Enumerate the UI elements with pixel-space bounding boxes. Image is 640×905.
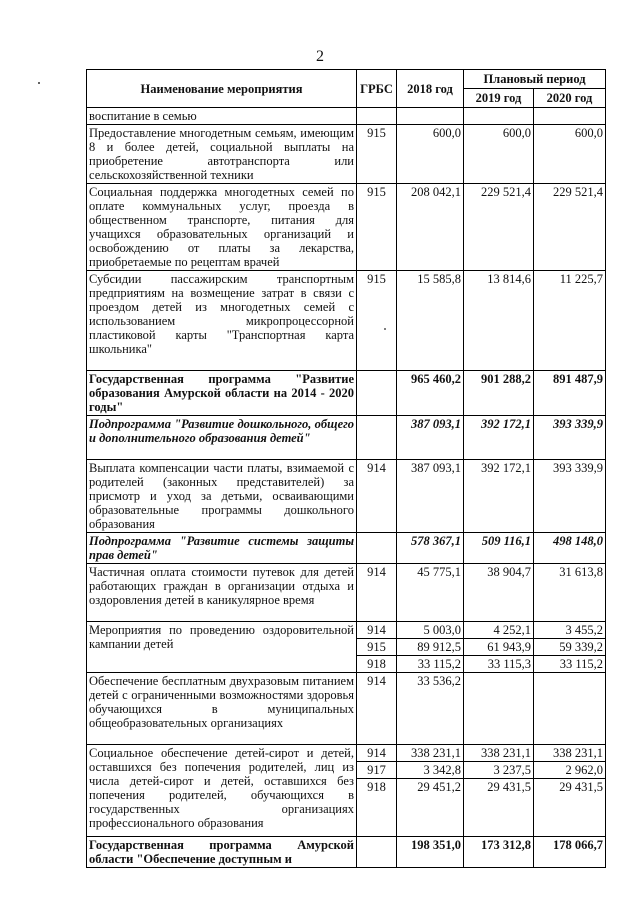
row-grbs: 914 — [357, 564, 397, 622]
budget-table — [86, 69, 606, 868]
row-2019: 901 288,2 — [464, 371, 534, 416]
row-name: Государственная программа "Развитие образования Амурской области на 2014 - 2020 годы" — [87, 371, 357, 416]
row-grbs: 918 — [357, 656, 397, 673]
row-2018: 387 093,1 — [397, 416, 464, 460]
row-name: Мероприятия по проведению оздоровительной кампании детей — [87, 622, 357, 673]
row-grbs: 914 — [357, 745, 397, 762]
row-2020: 3 455,2 — [534, 622, 606, 639]
table-row-program — [87, 371, 606, 416]
table-row-subprogram — [87, 533, 606, 564]
row-grbs: 915 — [357, 639, 397, 656]
row-2019: 229 521,4 — [464, 184, 534, 271]
row-name: Государственная программа Амурской области "Обеспечение доступным и — [87, 837, 357, 868]
row-grbs: 915 — [357, 184, 397, 271]
row-2020: 891 487,9 — [534, 371, 606, 416]
table-row — [87, 184, 606, 271]
row-grbs — [357, 371, 397, 416]
row-2020: 393 339,9 — [534, 460, 606, 533]
row-2018: 33 536,2 — [397, 673, 464, 745]
row-name: Социальное обеспечение детей-сирот и детей, оставшихся без попечения родителей, лиц из числа детей-сирот и детей, оставшихся без попечения родителей, обучающихся в государственных организациях профессионального образования — [87, 745, 357, 837]
row-name: Социальная поддержка многодетных семей по оплате коммунальных услуг, проезда в общественном транспорте, питания для учащихся образовательных организаций и освобождению от платы за лекарства, приобретаемые по рецептам врачей — [87, 184, 357, 271]
row-2020: 33 115,2 — [534, 656, 606, 673]
row-name: Выплата компенсации части платы, взимаемой с родителей (законных представителей) за присмотр и уход за детьми, осваивающими образовательные программы дошкольного образования — [87, 460, 357, 533]
table-row-program — [87, 837, 606, 868]
row-2019: 392 172,1 — [464, 460, 534, 533]
row-name: Предоставление многодетным семьям, имеющим 8 и более детей, социальной выплаты на приобретение автотранспорта или сельскохозяйственной техники — [87, 125, 357, 184]
row-grbs: 917 — [357, 762, 397, 779]
row-grbs: 914 — [357, 460, 397, 533]
row-2018 — [397, 108, 464, 125]
row-2020: 29 431,5 — [534, 779, 606, 837]
row-grbs — [357, 108, 397, 125]
row-2020: 498 148,0 — [534, 533, 606, 564]
row-2018: 45 775,1 — [397, 564, 464, 622]
row-2018: 15 585,8 — [397, 271, 464, 371]
row-2018: 578 367,1 — [397, 533, 464, 564]
header-2019: 2019 год — [464, 89, 534, 108]
row-grbs — [357, 837, 397, 868]
table-row — [87, 564, 606, 622]
table-row-subprogram — [87, 416, 606, 460]
row-name: Субсидии пассажирским транспортным предприятиям на возмещение затрат в связи с проездом детей из многодетных семей с использованием микропроцессорной пластиковой карты "Транспортная карта школьника" — [87, 271, 357, 371]
row-2019: 13 814,6 — [464, 271, 534, 371]
table-row — [87, 745, 606, 762]
row-2018: 89 912,5 — [397, 639, 464, 656]
table-row — [87, 271, 606, 371]
row-2018: 208 042,1 — [397, 184, 464, 271]
row-2020: 59 339,2 — [534, 639, 606, 656]
row-2018: 3 342,8 — [397, 762, 464, 779]
row-name: Подпрограмма "Развитие системы защиты прав детей" — [87, 533, 357, 564]
row-name: Частичная оплата стоимости путевок для детей работающих граждан в организации отдыха и оздоровления детей в каникулярное время — [87, 564, 357, 622]
row-name: Подпрограмма "Развитие дошкольного, общего и дополнительного образования детей" — [87, 416, 357, 460]
table-row — [87, 108, 606, 125]
row-2019: 509 116,1 — [464, 533, 534, 564]
row-2019 — [464, 673, 534, 745]
row-2018: 600,0 — [397, 125, 464, 184]
row-2018: 29 451,2 — [397, 779, 464, 837]
table-row — [87, 125, 606, 184]
row-name: воспитание в семью — [87, 108, 357, 125]
row-grbs: 914 — [357, 673, 397, 745]
row-2020: 31 613,8 — [534, 564, 606, 622]
row-grbs: 918 — [357, 779, 397, 837]
row-2018: 965 460,2 — [397, 371, 464, 416]
row-2019: 600,0 — [464, 125, 534, 184]
table-row — [87, 673, 606, 745]
row-2019: 3 237,5 — [464, 762, 534, 779]
header-2018: 2018 год — [397, 70, 464, 108]
row-2020 — [534, 673, 606, 745]
scan-speck — [38, 82, 40, 84]
row-2018: 387 093,1 — [397, 460, 464, 533]
row-grbs: 914 — [357, 622, 397, 639]
row-grbs — [357, 416, 397, 460]
row-2020: 338 231,1 — [534, 745, 606, 762]
header-name: Наименование мероприятия — [87, 70, 357, 108]
table-row — [87, 460, 606, 533]
row-2019: 61 943,9 — [464, 639, 534, 656]
row-2019: 338 231,1 — [464, 745, 534, 762]
header-grbs: ГРБС — [357, 70, 397, 108]
row-2018: 338 231,1 — [397, 745, 464, 762]
row-2019: 33 115,3 — [464, 656, 534, 673]
row-2019: 392 172,1 — [464, 416, 534, 460]
row-2020: 229 521,4 — [534, 184, 606, 271]
page-number: 2 — [316, 48, 324, 65]
row-2020 — [534, 108, 606, 125]
header-2020: 2020 год — [534, 89, 606, 108]
row-2020: 2 962,0 — [534, 762, 606, 779]
row-2020: 178 066,7 — [534, 837, 606, 868]
table-row — [87, 622, 606, 639]
row-2018: 198 351,0 — [397, 837, 464, 868]
row-2019: 173 312,8 — [464, 837, 534, 868]
row-2019 — [464, 108, 534, 125]
row-2019: 4 252,1 — [464, 622, 534, 639]
row-2018: 5 003,0 — [397, 622, 464, 639]
row-grbs — [357, 533, 397, 564]
row-2019: 29 431,5 — [464, 779, 534, 837]
row-2020: 393 339,9 — [534, 416, 606, 460]
row-2018: 33 115,2 — [397, 656, 464, 673]
row-grbs: 915 — [357, 271, 397, 371]
row-2019: 38 904,7 — [464, 564, 534, 622]
header-plan: Плановый период — [464, 70, 606, 89]
row-name: Обеспечение бесплатным двухразовым питанием детей с ограниченными возможностями здоровья обучающихся в муниципальных общеобразовательных организациях — [87, 673, 357, 745]
row-2020: 11 225,7 — [534, 271, 606, 371]
row-2020: 600,0 — [534, 125, 606, 184]
row-grbs: 915 — [357, 125, 397, 184]
